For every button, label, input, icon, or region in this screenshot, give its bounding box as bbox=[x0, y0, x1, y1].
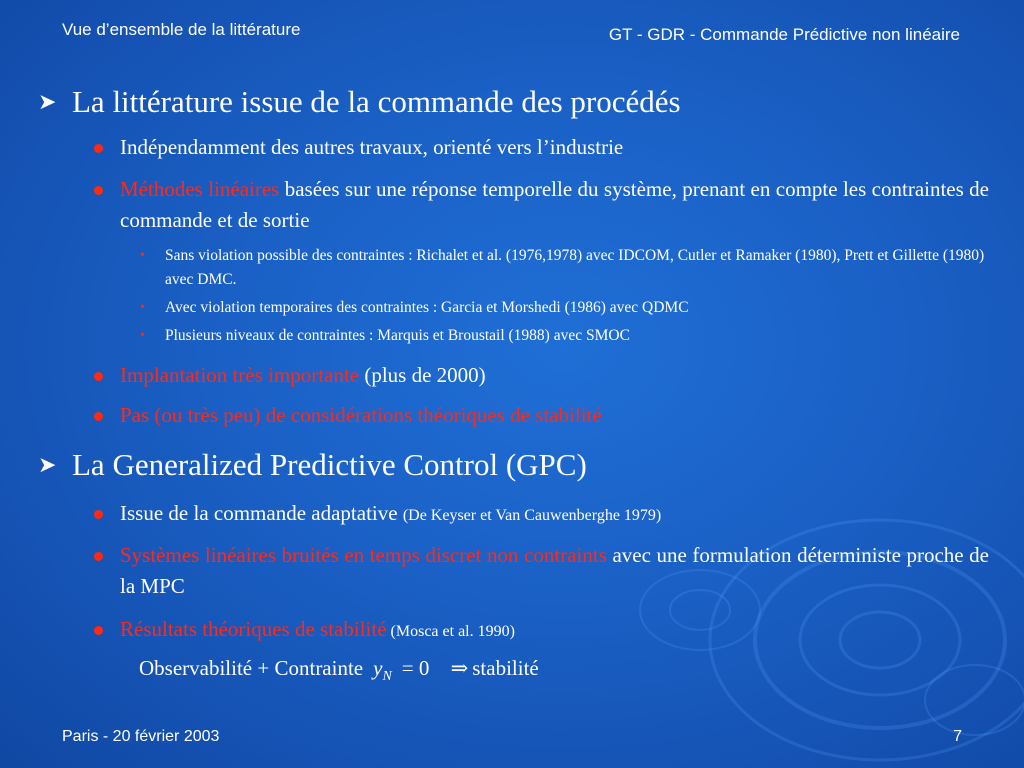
header-section-title: Vue d’ensemble de la littérature bbox=[62, 20, 301, 39]
section1-subitem3: • Plusieurs niveaux de contraintes : Marquis et Broustail (1988) avec SMOC bbox=[140, 324, 990, 348]
section1-item4: Pas (ou très peu) de considérations théoriques de stabilité bbox=[94, 400, 989, 431]
arrow-bullet-icon: ➤ bbox=[38, 452, 57, 477]
highlight-text: Méthodes linéaires bbox=[120, 177, 280, 201]
footer-date: Paris - 20 février 2003 bbox=[62, 728, 220, 745]
red-dot-bullet-icon bbox=[94, 552, 103, 561]
section1-item3: Implantation très importante (plus de 2000) bbox=[94, 360, 989, 391]
highlight-text: Systèmes linéaires bruités en temps discret non contraints bbox=[120, 543, 607, 567]
section1-heading bbox=[38, 84, 681, 120]
section1-subitem2: • Avec violation temporaires des contraintes : Garcia et Morshedi (1986) avec QDMC bbox=[140, 296, 990, 320]
small-dot-bullet-icon: • bbox=[140, 328, 145, 343]
section1-item2: Méthodes linéaires basées sur une réponse temporelle du système, prenant en compte les contraintes de commande et de sortie bbox=[94, 174, 989, 236]
red-dot-bullet-icon bbox=[94, 626, 103, 635]
page-number: 7 bbox=[953, 728, 962, 745]
section2-item1: Issue de la commande adaptative (De Keyser et Van Cauwenberghe 1979) bbox=[94, 498, 989, 531]
section2-item3 bbox=[94, 614, 989, 647]
red-dot-bullet-icon bbox=[94, 510, 103, 519]
citation: (Mosca et al. 1990) bbox=[386, 623, 515, 640]
header-presentation-title: GT - GDR - Commande Prédictive non linéaire bbox=[608, 25, 960, 44]
red-dot-bullet-icon bbox=[94, 412, 103, 421]
citation: (De Keyser et Van Cauwenberghe 1979) bbox=[402, 507, 662, 524]
implies-arrow-icon: ⇒ bbox=[450, 656, 469, 680]
red-dot-bullet-icon bbox=[94, 186, 103, 195]
section2-title: La Generalized Predictive Control (GPC) bbox=[72, 447, 587, 482]
section1-title: La littérature issue de la commande des procédés bbox=[72, 84, 681, 119]
small-dot-bullet-icon: • bbox=[140, 300, 145, 315]
arrow-bullet-icon: ➤ bbox=[38, 89, 57, 114]
section2-item2: Systèmes linéaires bruités en temps discret non contraints avec une formulation déterministe proche de la MPC bbox=[94, 540, 989, 602]
red-dot-bullet-icon bbox=[94, 372, 103, 381]
section2-heading bbox=[38, 447, 587, 483]
small-dot-bullet-icon: • bbox=[140, 248, 145, 263]
red-dot-bullet-icon bbox=[94, 144, 103, 153]
stability-equation: Observabilité + Contrainte $y_N = 0$ ⇒ stabilité bbox=[139, 656, 539, 685]
section1-item1: Indépendamment des autres travaux, orienté vers l’industrie bbox=[94, 132, 989, 163]
highlight-text: Implantation très importante bbox=[120, 363, 360, 387]
section1-subitem1: • Sans violation possible des contraintes : Richalet et al. (1976,1978) avec IDCOM, Cutler et Ramaker (1980), Prett et Gillette (1980) avec DMC. bbox=[140, 244, 990, 292]
highlight-text: Résultats théoriques de stabilité bbox=[120, 617, 387, 641]
